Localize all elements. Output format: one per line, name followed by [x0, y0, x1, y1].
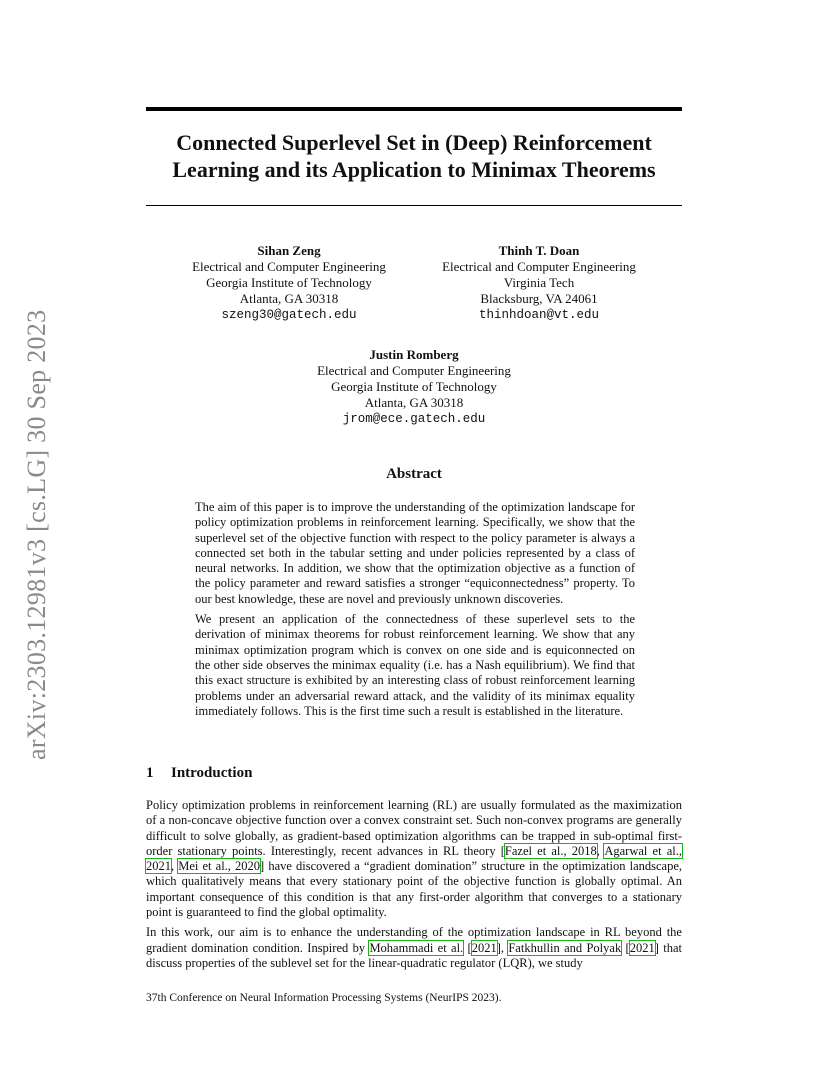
author-name: Justin Romberg — [369, 347, 459, 362]
author-address: Blacksburg, VA 24061 — [480, 291, 598, 306]
author-email[interactable]: thinhdoan@vt.edu — [478, 308, 600, 322]
citation-separator: , — [171, 859, 179, 874]
introduction-body — [146, 798, 682, 976]
citation-link[interactable]: Mohammadi et al. — [369, 940, 464, 955]
paper-title — [146, 129, 682, 183]
citation-separator: , — [596, 843, 605, 858]
author-institution: Georgia Institute of Technology — [206, 275, 372, 290]
author-email[interactable]: szeng30@gatech.edu — [221, 308, 357, 322]
title-top-rule — [146, 107, 682, 111]
author-department: Electrical and Computer Engineering — [317, 363, 511, 378]
citation-year-link[interactable]: 2021 — [629, 940, 655, 955]
intro-paragraph-1 — [146, 798, 682, 920]
citation-link[interactable]: Fatkhullin and Polyak — [508, 940, 622, 955]
citation-separator: ], — [496, 940, 509, 955]
citation-separator: [ — [621, 940, 630, 955]
title-bottom-rule — [146, 205, 682, 206]
author-institution: Virginia Tech — [503, 275, 575, 290]
author-department: Electrical and Computer Engineering — [192, 259, 386, 274]
arxiv-identifier: arXiv:2303.12981v3 [cs.LG] 30 Sep 2023 — [22, 309, 51, 760]
author-name: Thinh T. Doan — [498, 243, 580, 258]
title-line-2: Learning and its Application to Minimax Theorems — [172, 157, 656, 182]
author-block-2 — [428, 243, 650, 323]
author-name: Sihan Zeng — [257, 243, 321, 258]
author-block-3 — [303, 347, 525, 427]
section-number: 1 — [146, 765, 154, 781]
paragraph-text: Policy optimization problems in reinforcement learning (RL) are usually formulated as the maximization of a non-concave objective function over a convex constraint set. Such non-convex programs are generally difficult to solve globally, as gradient-based optimization algorithms can be trapped in sub-optimal first-order stationary points. Interestingly, recent advances in RL theory [ — [146, 798, 682, 858]
paragraph-text: ] have discovered a “gradient domination” structure in the optimization landscape, which qualitatively means that every stationary point of the objective function is globally optimal. An important consequence of this condition is that any first-order algorithm that converges to a stationary point is guaranteed to find the global optimality. — [146, 859, 682, 920]
abstract-paragraph-1: The aim of this paper is to improve the understanding of the optimization landscape for policy optimization problems in reinforcement learning. Specifically, we show that the superlevel set of the objective function with respect to the policy parameter is always a connected set both in the tabular setting and under policies represented by a class of neural networks. In addition, we show that the optimization objective as a function of the policy parameter and reward satisfies a stronger “equiconnectedness” property. To our best knowledge, these are novel and previously unknown discoveries. — [195, 500, 635, 606]
section-title: Introduction — [171, 765, 253, 781]
citation-link[interactable]: Agarwal et al., 2021 — [146, 843, 682, 874]
author-email[interactable]: jrom@ece.gatech.edu — [342, 412, 486, 426]
paragraph-text: In this work, our aim is to enhance the understanding of the optimization landscape in RL beyond the gradient domination condition. Inspired by — [146, 925, 682, 955]
citation-separator: [ — [463, 940, 472, 955]
abstract-body — [195, 500, 635, 724]
author-address: Atlanta, GA 30318 — [364, 395, 464, 410]
author-address: Atlanta, GA 30318 — [239, 291, 339, 306]
citation-year-link[interactable]: 2021 — [471, 940, 497, 955]
abstract-heading: Abstract — [386, 466, 442, 482]
citation-link[interactable]: Fazel et al., 2018 — [504, 843, 597, 858]
abstract-paragraph-2: We present an application of the connectedness of these superlevel sets to the derivation of minimax theorems for robust reinforcement learning. We show that any minimax optimization program which is convex on one side and is equiconnected on the other side observes the minimax equality (i.e. has a Nash equilibrium). We find that this exact structure is exhibited by an interesting class of robust reinforcement learning problems under an adversarial reward attack, and the validity of its minimax equality immediately follows. This is the first time such a result is established in the literature. — [195, 612, 635, 718]
intro-paragraph-2 — [146, 925, 682, 971]
citation-link[interactable]: Mei et al., 2020 — [178, 859, 261, 874]
author-block-1 — [178, 243, 400, 323]
paragraph-text: ] that discuss properties of the sublevel set for the linear-quadratic regulator (LQR), we study — [146, 940, 682, 970]
title-line-1: Connected Superlevel Set in (Deep) Reinforcement — [176, 130, 652, 155]
conference-footnote: 37th Conference on Neural Information Processing Systems (NeurIPS 2023). — [146, 992, 502, 1004]
author-department: Electrical and Computer Engineering — [442, 259, 636, 274]
section-heading — [146, 765, 252, 782]
author-institution: Georgia Institute of Technology — [331, 379, 497, 394]
